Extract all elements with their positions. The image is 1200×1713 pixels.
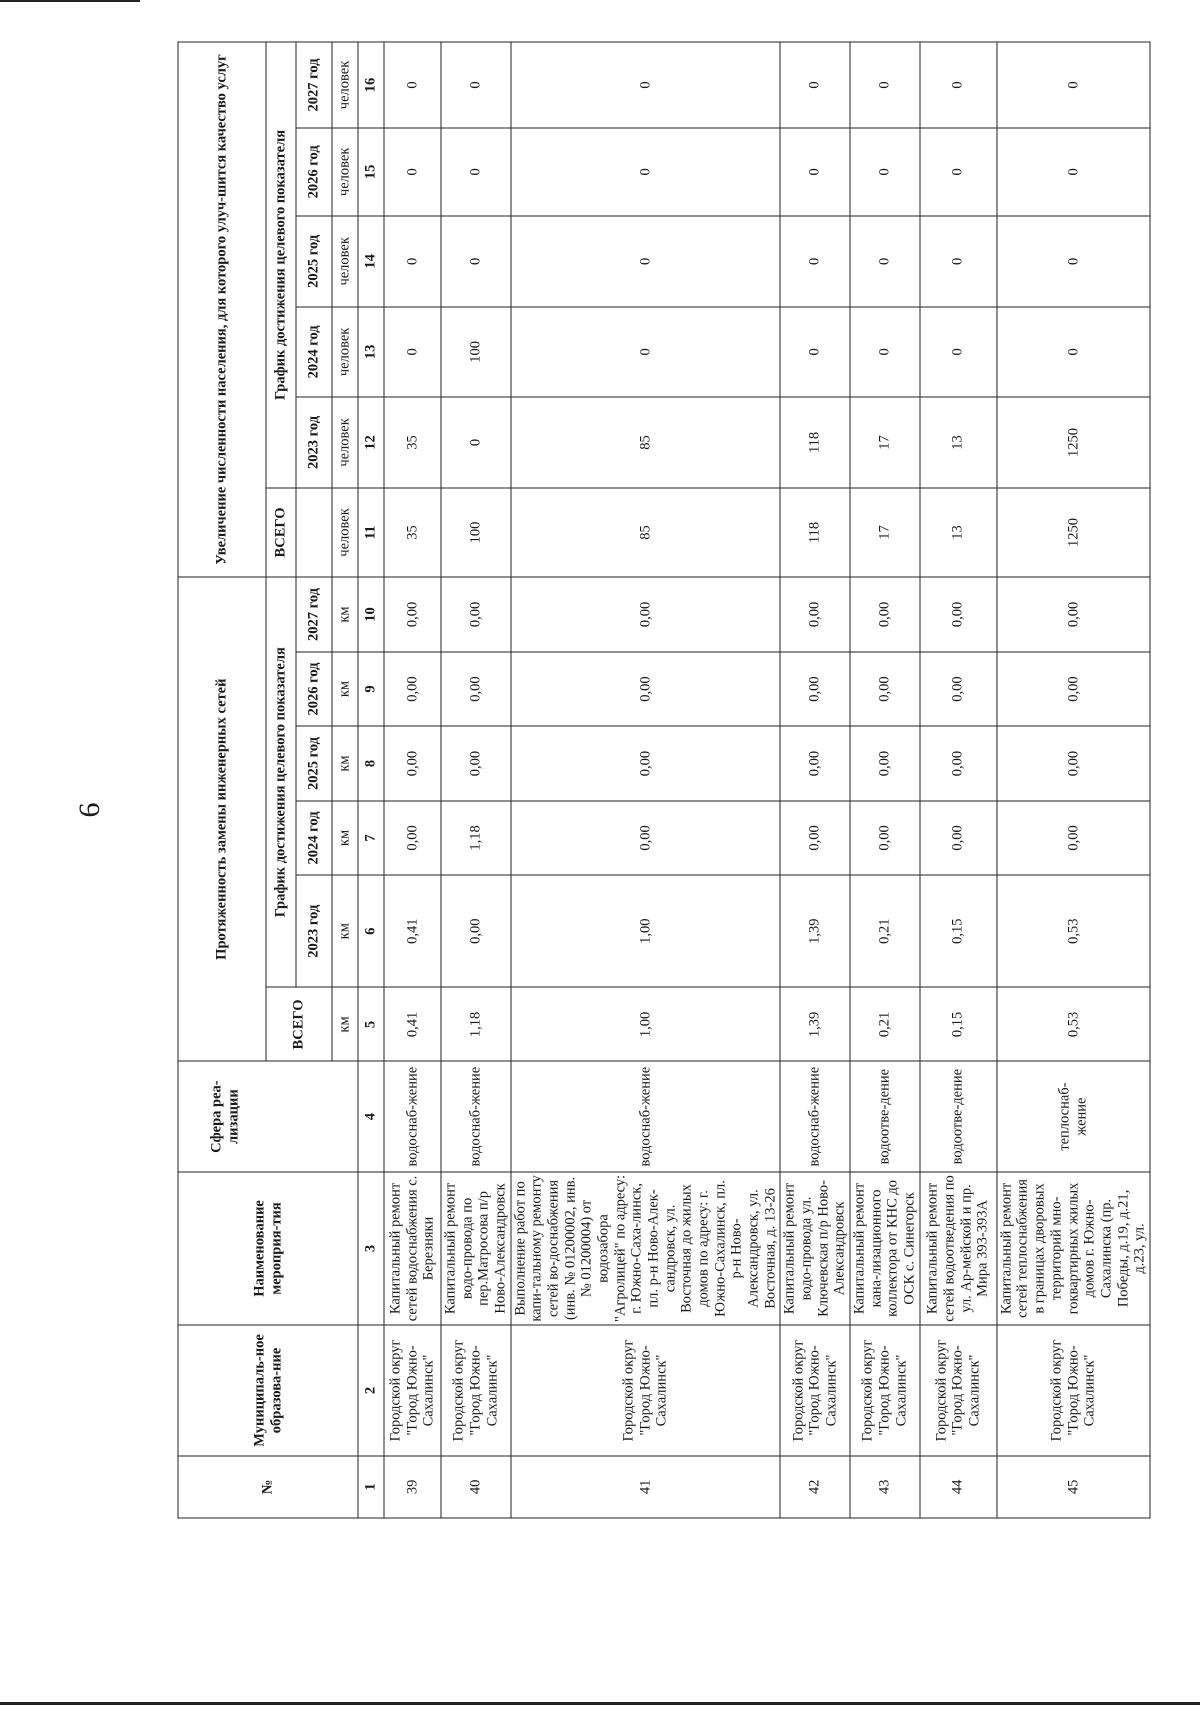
- km-2023-cell: 0,15: [919, 875, 996, 988]
- column-number: 10: [358, 577, 384, 652]
- km-2026-cell: 0,00: [996, 652, 1149, 726]
- people-2026-cell: 0: [919, 128, 996, 216]
- people-total-cell: 13: [919, 488, 996, 577]
- people-2026-cell: 0: [510, 128, 780, 216]
- km-2023-cell: 1,00: [510, 875, 780, 988]
- column-number: 7: [358, 801, 384, 875]
- header-people-2024: 2024 год: [296, 307, 332, 397]
- people-2024-cell: 0: [384, 307, 441, 397]
- km-2024-cell: 0,00: [850, 801, 920, 875]
- km-2025-cell: 0,00: [919, 726, 996, 801]
- row-number: 41: [510, 1456, 780, 1518]
- column-number: 6: [358, 875, 384, 988]
- page-number: 6: [73, 802, 106, 818]
- km-total-cell: 0,53: [996, 987, 1149, 1061]
- people-2026-cell: 0: [441, 128, 511, 216]
- column-number: 2: [358, 1325, 384, 1456]
- people-2027-cell: 0: [850, 42, 920, 128]
- sphere-cell: водоотве-дение: [850, 1061, 920, 1171]
- km-total-cell: 0,41: [384, 987, 441, 1061]
- column-number: 5: [358, 987, 384, 1061]
- header-people-2027: 2027 год: [296, 42, 332, 128]
- column-number: 3: [358, 1172, 384, 1325]
- unit-people: человек: [332, 488, 358, 577]
- km-2026-cell: 0,00: [919, 652, 996, 726]
- header-sphere: Сфера реа-лизации: [178, 1061, 358, 1171]
- km-total-cell: 0,15: [919, 987, 996, 1061]
- km-2027-cell: 0,00: [384, 577, 441, 652]
- column-number: 15: [358, 128, 384, 216]
- municipality-cell: Городской округ "Город Южно-Сахалинск": [996, 1325, 1149, 1456]
- header-people-2025: 2025 год: [296, 216, 332, 307]
- km-2024-cell: 0,00: [780, 801, 850, 875]
- header-people-2026: 2026 год: [296, 128, 332, 216]
- km-total-cell: 1,00: [510, 987, 780, 1061]
- table-row: [919, 42, 996, 1518]
- people-2025-cell: 0: [441, 216, 511, 307]
- km-2024-cell: 0,00: [919, 801, 996, 875]
- km-2025-cell: 0,00: [384, 726, 441, 801]
- event-cell: Капитальный ремонт сетей водоотведения по ул. Ар-мейской и пр. Мира 393-393А: [919, 1172, 996, 1325]
- rotated-table-wrapper: [177, 42, 1148, 1519]
- table-row: [780, 42, 850, 1518]
- km-2025-cell: 0,00: [850, 726, 920, 801]
- km-2027-cell: 0,00: [780, 577, 850, 652]
- km-2024-cell: 1,18: [441, 801, 511, 875]
- people-2024-cell: 0: [510, 307, 780, 397]
- people-2026-cell: 0: [996, 128, 1149, 216]
- km-2027-cell: 0,00: [919, 577, 996, 652]
- data-table: [177, 42, 1150, 1519]
- people-2023-cell: 85: [510, 397, 780, 488]
- header-municipality: Муниципаль-ное образова-ние: [178, 1325, 358, 1456]
- km-2027-cell: 0,00: [850, 577, 920, 652]
- km-2026-cell: 0,00: [384, 652, 441, 726]
- scan-edge-bottom: [0, 1702, 1200, 1705]
- header-people-2023: 2023 год: [296, 397, 332, 488]
- people-2023-cell: 35: [384, 397, 441, 488]
- column-number: 13: [358, 307, 384, 397]
- people-2024-cell: 0: [996, 307, 1149, 397]
- people-2025-cell: 0: [780, 216, 850, 307]
- km-total-cell: 1,39: [780, 987, 850, 1061]
- people-total-cell: 118: [780, 488, 850, 577]
- km-2024-cell: 0,00: [996, 801, 1149, 875]
- km-2026-cell: 0,00: [510, 652, 780, 726]
- unit-people: человек: [332, 397, 358, 488]
- header-km-2027: 2027 год: [296, 577, 332, 652]
- people-total-cell: 1250: [996, 488, 1149, 577]
- sphere-cell: водоснаб-жение: [441, 1061, 511, 1171]
- people-2024-cell: 0: [919, 307, 996, 397]
- people-2025-cell: 0: [850, 216, 920, 307]
- header-population-group: Увеличение численности населения, для которого улуч-шится качество услуг: [178, 42, 266, 577]
- people-2026-cell: 0: [384, 128, 441, 216]
- unit-people: человек: [332, 216, 358, 307]
- column-number: 16: [358, 42, 384, 128]
- people-total-cell: 85: [510, 488, 780, 577]
- table-row: [510, 42, 780, 1518]
- table-row: [441, 42, 511, 1518]
- table-row: [996, 42, 1149, 1518]
- event-cell: Капитальный ремонт сетей водоснабжения с. Березняки: [384, 1172, 441, 1325]
- event-cell: Капитальный ремонт сетей теплоснабжения в границах дворовых территорий мно-гоквартирных жилых домов г. Южно-Сахалинска (пр. Победы, д.19, д.21, д.23, ул.: [996, 1172, 1149, 1325]
- sphere-cell: водоснаб-жение: [780, 1061, 850, 1171]
- people-2023-cell: 118: [780, 397, 850, 488]
- sphere-cell: водоснаб-жение: [384, 1061, 441, 1171]
- km-2026-cell: 0,00: [850, 652, 920, 726]
- people-total-cell: 35: [384, 488, 441, 577]
- km-2023-cell: 0,21: [850, 875, 920, 988]
- row-number: 39: [384, 1456, 441, 1518]
- header-length-group: Протяженность замены инженерных сетей: [178, 577, 266, 1062]
- column-number-row: [358, 42, 384, 1518]
- people-total-cell: 17: [850, 488, 920, 577]
- sphere-cell: теплоснаб-жение: [996, 1061, 1149, 1171]
- people-2023-cell: 1250: [996, 397, 1149, 488]
- unit-km: км: [332, 652, 358, 726]
- unit-people: человек: [332, 307, 358, 397]
- header-people-total: ВСЕГО: [266, 488, 296, 577]
- people-2025-cell: 0: [384, 216, 441, 307]
- table-row: [850, 42, 920, 1518]
- people-2023-cell: 13: [919, 397, 996, 488]
- municipality-cell: Городской округ "Город Южно-Сахалинск": [441, 1325, 511, 1456]
- table-row: [384, 42, 441, 1518]
- km-2026-cell: 0,00: [780, 652, 850, 726]
- header-people-schedule: График достижения целевого показателя: [266, 42, 296, 488]
- municipality-cell: Городской округ "Город Южно-Сахалинск": [850, 1325, 920, 1456]
- people-2025-cell: 0: [996, 216, 1149, 307]
- header-length-total: ВСЕГО: [266, 987, 332, 1061]
- row-number: 44: [919, 1456, 996, 1518]
- column-number: 9: [358, 652, 384, 726]
- unit-people: человек: [332, 42, 358, 128]
- municipality-cell: Городской округ "Город Южно-Сахалинск": [510, 1325, 780, 1456]
- header-km-2026: 2026 год: [296, 652, 332, 726]
- row-number: 40: [441, 1456, 511, 1518]
- people-total-cell: 100: [441, 488, 511, 577]
- sphere-cell: водоотве-дение: [919, 1061, 996, 1171]
- people-2026-cell: 0: [780, 128, 850, 216]
- unit-km: км: [332, 726, 358, 801]
- km-2027-cell: 0,00: [510, 577, 780, 652]
- km-2025-cell: 0,00: [996, 726, 1149, 801]
- people-2027-cell: 0: [780, 42, 850, 128]
- unit-km: км: [332, 801, 358, 875]
- column-number: 4: [358, 1061, 384, 1171]
- unit-km: км: [332, 987, 358, 1061]
- km-total-cell: 1,18: [441, 987, 511, 1061]
- row-number: 43: [850, 1456, 920, 1518]
- km-2023-cell: 1,39: [780, 875, 850, 988]
- km-2025-cell: 0,00: [441, 726, 511, 801]
- km-total-cell: 0,21: [850, 987, 920, 1061]
- people-2023-cell: 0: [441, 397, 511, 488]
- people-2027-cell: 0: [919, 42, 996, 128]
- column-number: 12: [358, 397, 384, 488]
- header-km-2023: 2023 год: [296, 875, 332, 988]
- municipality-cell: Городской округ "Город Южно-Сахалинск": [780, 1325, 850, 1456]
- unit-km: км: [332, 875, 358, 988]
- people-2026-cell: 0: [850, 128, 920, 216]
- header-km-2025: 2025 год: [296, 726, 332, 801]
- event-cell: Капитальный ремонт кана-лизационного коллектора от КНС до ОСК с. Синегорск: [850, 1172, 920, 1325]
- scan-edge-top: [0, 0, 140, 2]
- event-cell: Капитальный ремонт водо-провода по пер.Матросова п/р Ново-Александровск: [441, 1172, 511, 1325]
- people-2027-cell: 0: [996, 42, 1149, 128]
- municipality-cell: Городской округ "Город Южно-Сахалинск": [384, 1325, 441, 1456]
- column-number: 11: [358, 488, 384, 577]
- km-2027-cell: 0,00: [441, 577, 511, 652]
- km-2025-cell: 0,00: [780, 726, 850, 801]
- km-2023-cell: 0,41: [384, 875, 441, 988]
- people-2025-cell: 0: [919, 216, 996, 307]
- km-2024-cell: 0,00: [384, 801, 441, 875]
- column-number: 1: [358, 1456, 384, 1518]
- km-2027-cell: 0,00: [996, 577, 1149, 652]
- header-length-schedule: График достижения целевого показателя: [266, 577, 296, 988]
- people-2024-cell: 0: [850, 307, 920, 397]
- unit-km: км: [332, 577, 358, 652]
- row-number: 45: [996, 1456, 1149, 1518]
- people-2024-cell: 100: [441, 307, 511, 397]
- row-number: 42: [780, 1456, 850, 1518]
- people-2027-cell: 0: [384, 42, 441, 128]
- header-event: Наименование мероприя-тия: [178, 1172, 358, 1325]
- column-number: 14: [358, 216, 384, 307]
- header-people-total-blank: [296, 488, 332, 577]
- event-cell: Выполнение работ по капи-тальному ремонту сетей во-доснабжения (инв. № 01200002, инв. № 01200004) от водозабора "Агролицей" по адресу: г. Южно-Саха-линск, пл. р-н Ново-Алек-сандровск, ул. Восточная до жилых домов по адресу: г. Южно-Сахалинск, пл. р-н Ново-Александровск, ул. Восточная, д. 13-26: [510, 1172, 780, 1325]
- people-2023-cell: 17: [850, 397, 920, 488]
- km-2023-cell: 0,00: [441, 875, 511, 988]
- event-cell: Капитальный ремонт водо-провода ул. Ключевская п/р Ново-Александровск: [780, 1172, 850, 1325]
- header-no: №: [178, 1456, 358, 1518]
- unit-people: человек: [332, 128, 358, 216]
- people-2027-cell: 0: [441, 42, 511, 128]
- header-km-2024: 2024 год: [296, 801, 332, 875]
- people-2024-cell: 0: [780, 307, 850, 397]
- municipality-cell: Городской округ "Город Южно-Сахалинск": [919, 1325, 996, 1456]
- column-number: 8: [358, 726, 384, 801]
- km-2025-cell: 0,00: [510, 726, 780, 801]
- km-2023-cell: 0,53: [996, 875, 1149, 988]
- km-2026-cell: 0,00: [441, 652, 511, 726]
- km-2024-cell: 0,00: [510, 801, 780, 875]
- people-2025-cell: 0: [510, 216, 780, 307]
- sphere-cell: водоснаб-жение: [510, 1061, 780, 1171]
- people-2027-cell: 0: [510, 42, 780, 128]
